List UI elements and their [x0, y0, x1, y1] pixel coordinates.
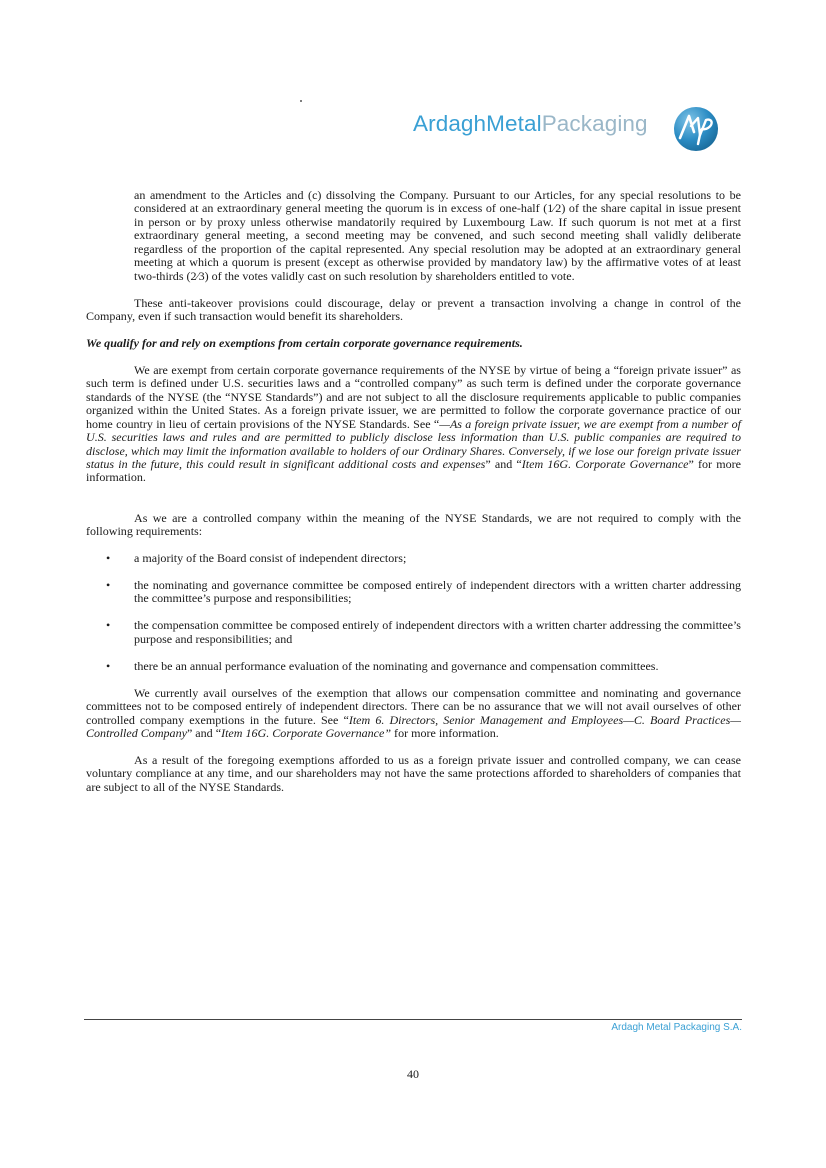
- footer-divider: [84, 1019, 742, 1020]
- paragraph-exemptions: We are exempt from certain corporate governance requirements of the NYSE by virtue of being a “foreign private issuer” as such term is defined under U.S. securities laws and a “controlled company” as such term is defined under the corporate governance standards of the NYSE (the “NYSE Standards”) and are not subject to all the disclosure requirements applicable to public companies organized within the United States. As a foreign private issuer, we are permitted to follow the corporate governance practice of our home country in lieu of certain provisions of the NYSE Standards. See “—As a foreign private issuer, we are exempt from a number of U.S. securities laws and rules and are permitted to publicly disclose less information than U.S. public companies are required to disclose, which may limit the information available to holders of our Ordinary Shares. Conversely, if we lose our foreign private issuer status in the future, this could result in significant additional costs and expenses” and “Item 16G. Corporate Governance” for more information.: [86, 362, 741, 485]
- logo-word-ardagh: Ardagh: [413, 111, 487, 136]
- paragraph-avail-exemption: We currently avail ourselves of the exemption that allows our compensation committee and nominating and governance committees not to be composed entirely of independent directors. There can be no assurance that we will not avail ourselves of other controlled company exemptions in the future. See “Item 6. Directors, Senior Management and Employees—C. Board Practices—Controlled Company” and “Item 16G. Corporate Governance” for more information.: [86, 685, 741, 740]
- bullet-marker: •: [106, 618, 111, 633]
- stray-dot: [300, 100, 302, 102]
- paragraph-anti-takeover: These anti-takeover provisions could discourage, delay or prevent a transaction involving a change in control of the Company, even if such transaction would benefit its shareholders.: [86, 295, 741, 324]
- logo-word-metal: Metal: [486, 111, 542, 136]
- document-body: [86, 189, 741, 794]
- list-item: • a majority of the Board consist of independent directors;: [106, 551, 407, 566]
- logo-wordmark: [413, 111, 648, 137]
- paragraph-cease-compliance: As a result of the foregoing exemptions afforded to us as a foreign private issuer and controlled company, we can cease voluntary compliance at any time, and our shareholders may not have the same protections afforded to shareholders of companies that are subject to all of the NYSE Standards.: [86, 752, 741, 794]
- list-item: • the compensation committee be composed entirely of independent directors with a written charter addressing the committee’s purpose and responsibilities; and: [106, 618, 741, 646]
- bullet-marker: •: [106, 578, 111, 593]
- requirements-list: [86, 552, 741, 673]
- footer-company-name: Ardagh Metal Packaging S.A.: [611, 1022, 742, 1033]
- bullet-marker: •: [106, 658, 111, 673]
- paragraph-quorum: an amendment to the Articles and (c) dissolving the Company. Pursuant to our Articles, for any special resolutions to be considered at an extraordinary general meeting the quorum is in excess of one-half (1⁄2) of the share capital in issue present in person or by proxy unless otherwise mandatorily required by Luxembourg Law. If such quorum is not met at a first extraordinary general meeting, a second meeting may be convened, and such second meeting shall validly deliberate regardless of the proportion of the capital represented. Any special resolution may be adopted at an extraordinary general meeting at which a quorum is present (except as otherwise provided by mandatory law) by the affirmative votes of at least two-thirds (2⁄3) of the votes validly cast on such resolution by shareholders entitled to vote.: [134, 188, 741, 283]
- section-heading: We qualify for and rely on exemptions from certain corporate governance requirements.: [86, 335, 523, 350]
- bullet-marker: •: [106, 551, 111, 566]
- logo-word-packaging: Packaging: [541, 111, 648, 136]
- list-item: • the nominating and governance committee be composed entirely of independent directors with a written charter addressing the committee’s purpose and responsibilities;: [106, 578, 741, 606]
- amp-logo-icon: [671, 104, 721, 154]
- page-number: 40: [407, 1067, 419, 1081]
- company-logo: [413, 104, 725, 154]
- paragraph-controlled-company: As we are a controlled company within the meaning of the NYSE Standards, we are not required to comply with the following requirements:: [86, 510, 741, 539]
- list-item: • there be an annual performance evaluation of the nominating and governance and compensation committees.: [106, 658, 659, 673]
